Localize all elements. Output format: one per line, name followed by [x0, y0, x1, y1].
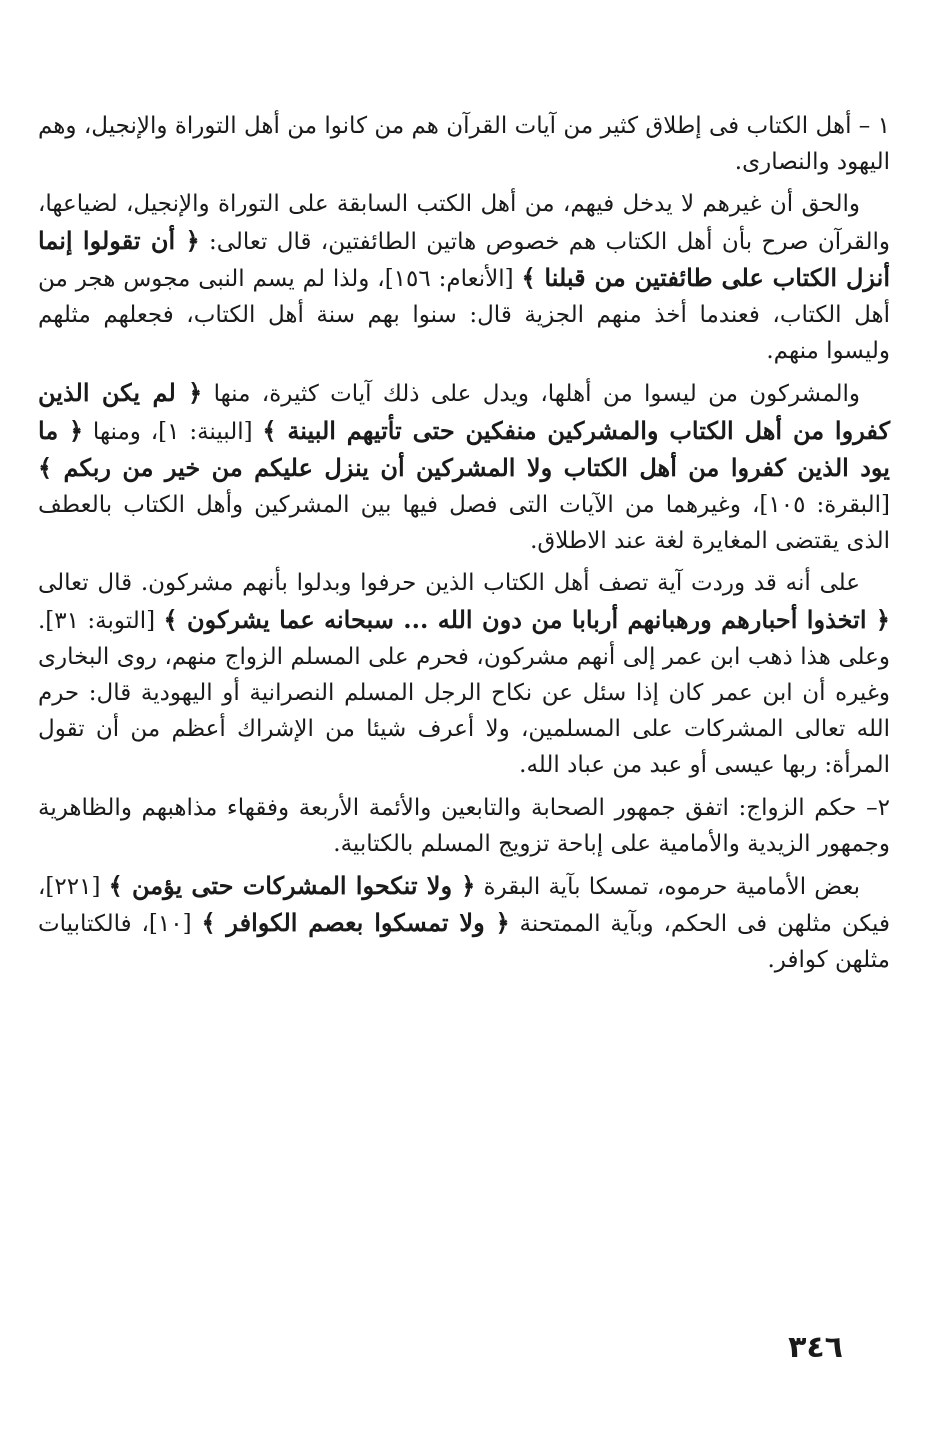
quran-verse: ﴿ ما يود الذين كفروا من أهل الكتاب ولا المشركين أن ينزل عليكم من خير من ربكم ﴾	[38, 415, 890, 482]
quran-verse: ﴿ أن تقولوا إنما أنزل الكتاب على طائفتين من قبلنا ﴾	[38, 225, 890, 292]
paragraph-1	[38, 108, 890, 180]
paragraph-2	[38, 186, 890, 369]
paragraph-text: على أنه قد وردت آية تصف أهل الكتاب الذين حرفوا وبدلوا بأنهم مشركون. قال تعالى	[38, 570, 860, 597]
paragraph-text: [البقرة: ١٠٥]، وغيرهما من الآيات التى فصل فيها بين المشركين وأهل الكتاب بالعطف الذى يقتضى المغايرة لغة عند الاطلاق.	[38, 492, 890, 555]
quran-verse: ﴿ اتخذوا أحبارهم ورهبانهم أربابا من دون الله ... سبحانه عما يشركون ﴾	[163, 604, 890, 634]
paragraph-text: [١٠]، فالكتابيات مثلهن كوافر.	[38, 911, 890, 974]
paragraph-text: [الأنعام: ١٥٦]، ولذا لم يسم النبى مجوس هجر من أهل الكتاب، فعندما أخذ منهم الجزية قال: سنوا بهم سنة أهل الكتاب، فجعلهم مثلهم وليسوا منهم.	[38, 265, 890, 365]
page-body	[38, 108, 890, 985]
paragraph-text: ١ – أهل الكتاب فى إطلاق كثير من آيات القرآن هم من كانوا من أهل التوراة والإنجيل، وهم اليهود والنصارى.	[38, 113, 890, 176]
paragraph-text: والحق أن غيرهم لا يدخل فيهم، من أهل الكتب السابقة على التوراة والإنجيل، لضياعها، والقرآن صرح بأن أهل الكتاب هم خصوص هاتين الطائفتين، قال تعالى:	[38, 191, 891, 255]
quran-verse: ﴿ ولا تمسكوا بعصم الكوافر ﴾	[201, 908, 510, 938]
paragraph-text: ٢– حكم الزواج: اتفق جمهور الصحابة والتابعين والأئمة الأربعة وفقهاء مذاهبهم والظاهرية وجمهور الزيدية والأمامية على إباحة تزويج المسلم بالكتابية.	[38, 794, 890, 857]
quran-verse: ﴿ ولا تنكحوا المشركات حتى يؤمن ﴾	[108, 871, 476, 901]
paragraph-6	[38, 868, 890, 979]
paragraph-text: بعض الأمامية حرموه، تمسكا بآية البقرة	[475, 874, 860, 901]
paragraph-5	[38, 790, 890, 862]
paragraph-text: [البينة: ١]، ومنها	[83, 418, 263, 445]
paragraph-3	[38, 375, 890, 559]
paragraph-text: [التوبة: ٣١]. وعلى هذا ذهب ابن عمر إلى أنهم مشركون، فحرم على المسلم الزواج منهم، روى البخارى وغيره أن ابن عمر كان إذا سئل عن نكاح الرجل المسلم النصرانية أو اليهودية قال: حرم الله تعالى المشركات على المسلمين، ولا أعرف شيئا من الإشراك أعظم من أن تقول المرأة: ربها عيسى أو عبد من عباد الله.	[38, 607, 890, 779]
quran-verse: ﴿ لم يكن الذين كفروا من أهل الكتاب والمشركين منفكين حتى تأتيهم البينة ﴾	[38, 378, 891, 445]
page-number: ٣٤٦	[788, 1330, 843, 1365]
paragraph-text: والمشركون من ليسوا من أهلها، ويدل على ذلك آيات كثيرة، منها	[202, 381, 860, 408]
paragraph-text: [٢٢١]، فيكن مثلهن فى الحكم، وبآية الممتحنة	[38, 874, 890, 938]
paragraph-4	[38, 565, 890, 783]
